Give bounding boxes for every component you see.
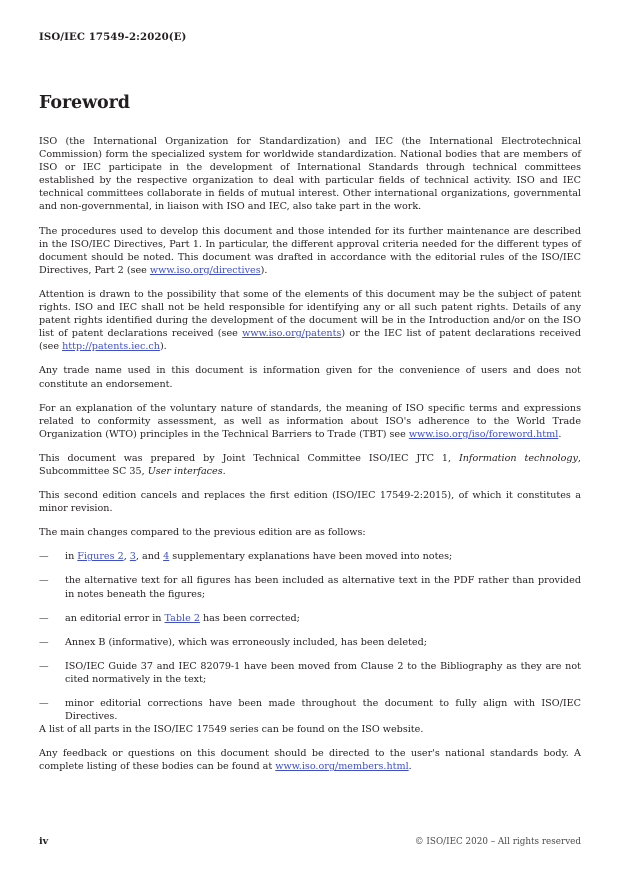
paragraph-iso-iec-intro: ISO (the International Organization for Standardization) and IEC (the International Electrotechnical Commission) form the specialized system for worldwide standardization. National bodies that are members of ISO or IEC participate in the development of International Standards through technical committees established by the respective organization to deal with particular fields of technical activity. ISO and IEC technical committees collaborate in fields of mutual interest. Other international organizations, governmental and non-governmental, in liaison with ISO and IEC, also take part in the work.	[39, 136, 581, 213]
paragraph-voluntary-nature-text: For an explanation of the voluntary nature of standards, the meaning of ISO specific terms and expressions related to conformity assessment, as well as information about ISO's adherence to the World Trade Organization (WTO) principles in the Technical Barriers to Trade (TBT) see	[39, 402, 581, 440]
list-item-text-seg: supplementary explanations have been moved into notes;	[169, 551, 453, 563]
running-head: ISO/IEC 17549-2:2020(E)	[39, 31, 187, 43]
paragraph-committee-tail: .	[222, 465, 226, 477]
paragraph-committee-mid: , Subcommittee SC 35,	[39, 452, 581, 477]
list-item-text: Annex B (informative), which was erroneously included, has been deleted;	[65, 636, 427, 648]
paragraph-all-parts: A list of all parts in the ISO/IEC 17549 series can be found on the ISO website.	[39, 724, 424, 736]
list-marker-dash: —	[39, 575, 49, 587]
paragraph-main-changes-intro: The main changes compared to the previous edition are as follows:	[39, 527, 366, 539]
list-item	[39, 697, 581, 723]
list-item-text: ISO/IEC Guide 37 and IEC 82079-1 have been moved from Clause 2 to the Bibliography as they are not cited normatively in the text;	[65, 660, 581, 685]
link-iso-directives[interactable]: www.iso.org/directives	[149, 264, 261, 276]
page-title: Foreword	[39, 93, 130, 113]
list-item-text: minor editorial corrections have been made throughout the document to fully align with ISO/IEC Directives.	[65, 698, 581, 723]
list-marker-dash: —	[39, 660, 49, 672]
link-iec-patents[interactable]: http://patents.iec.ch	[62, 341, 160, 353]
committee-field-title: Information technology	[458, 452, 578, 464]
paragraph-feedback-tail: .	[408, 761, 412, 773]
paragraph-feedback-text: Any feedback or questions on this document should be directed to the user's national standards body. A complete listing of these bodies can be found at	[39, 748, 581, 773]
page-content	[39, 30, 581, 773]
list-item-text-seg: , and	[135, 551, 164, 563]
paragraph-procedures-text: The procedures used to develop this document and those intended for its further maintenance are described in the ISO/IEC Directives, Part 1. In particular, the different approval criteria needed for the different types of document should be noted. This document was drafted in accordance with the editorial rules of the ISO/IEC Directives, Part 2 (see	[39, 225, 581, 276]
paragraph-patent-rights-mid: ) or the IEC list of patent declarations received (see	[39, 328, 581, 353]
changes-list	[39, 550, 581, 723]
paragraph-patent-rights	[39, 288, 581, 353]
paragraph-patent-rights-tail: ).	[159, 341, 167, 353]
xref-table-2[interactable]: Table 2	[164, 612, 200, 624]
paragraph-second-edition: This second edition cancels and replaces the first edition (ISO/IEC 17549-2:2015), of which it constitutes a minor revision.	[39, 490, 581, 515]
list-marker-dash: —	[39, 612, 49, 624]
copyright-notice: © ISO/IEC 2020 – All rights reserved	[414, 837, 581, 847]
list-item	[39, 574, 581, 600]
link-iso-patents[interactable]: www.iso.org/patents	[242, 328, 342, 340]
xref-figure-4[interactable]: 4	[163, 551, 170, 563]
list-item	[39, 660, 581, 686]
list-item-text-seg: an editorial error in	[65, 612, 165, 624]
list-item-text-seg: has been corrected;	[199, 612, 300, 624]
paragraph-voluntary-nature	[39, 402, 581, 441]
list-item-text	[65, 612, 581, 625]
paragraph-procedures-tail: ).	[260, 264, 268, 276]
xref-figures-2[interactable]: Figures 2	[77, 551, 124, 563]
page-number: iv	[39, 836, 49, 847]
paragraph-trade-name: Any trade name used in this document is information given for the convenience of users and does not constitute an endorsement.	[39, 365, 581, 390]
list-item	[39, 636, 581, 649]
link-iso-foreword[interactable]: www.iso.org/iso/foreword.html	[408, 428, 559, 440]
paragraph-committee-text: This document was prepared by Joint Technical Committee ISO/IEC JTC 1,	[39, 452, 459, 464]
link-iso-members[interactable]: www.iso.org/members.html	[275, 761, 409, 773]
list-item	[39, 550, 581, 563]
list-item-text	[65, 550, 581, 563]
paragraph-procedures	[39, 225, 581, 277]
xref-figure-3[interactable]: 3	[129, 551, 136, 563]
list-item-text-seg: in	[65, 551, 78, 563]
paragraph-voluntary-nature-tail: .	[558, 428, 562, 440]
paragraph-patent-rights-text: Attention is drawn to the possibility that some of the elements of this document may be the subject of patent rights. ISO and IEC shall not be held responsible for identifying any or all such patent rights. Details of any patent rights identified during the development of the document will be in the Introduction and/or on the ISO list of patent declarations received (see	[39, 288, 581, 340]
list-marker-dash: —	[39, 551, 49, 563]
paragraph-committee	[39, 452, 581, 478]
list-marker-dash: —	[39, 636, 49, 648]
paragraph-feedback	[39, 747, 581, 773]
page-footer	[39, 836, 581, 847]
subcommittee-field-title: User interfaces	[147, 465, 223, 477]
list-item-text: the alternative text for all figures has been included as alternative text in the PDF rather than provided in notes beneath the figures;	[65, 575, 581, 600]
list-item	[39, 612, 581, 625]
list-marker-dash: —	[39, 698, 49, 709]
list-item-text-seg: ,	[123, 551, 130, 563]
